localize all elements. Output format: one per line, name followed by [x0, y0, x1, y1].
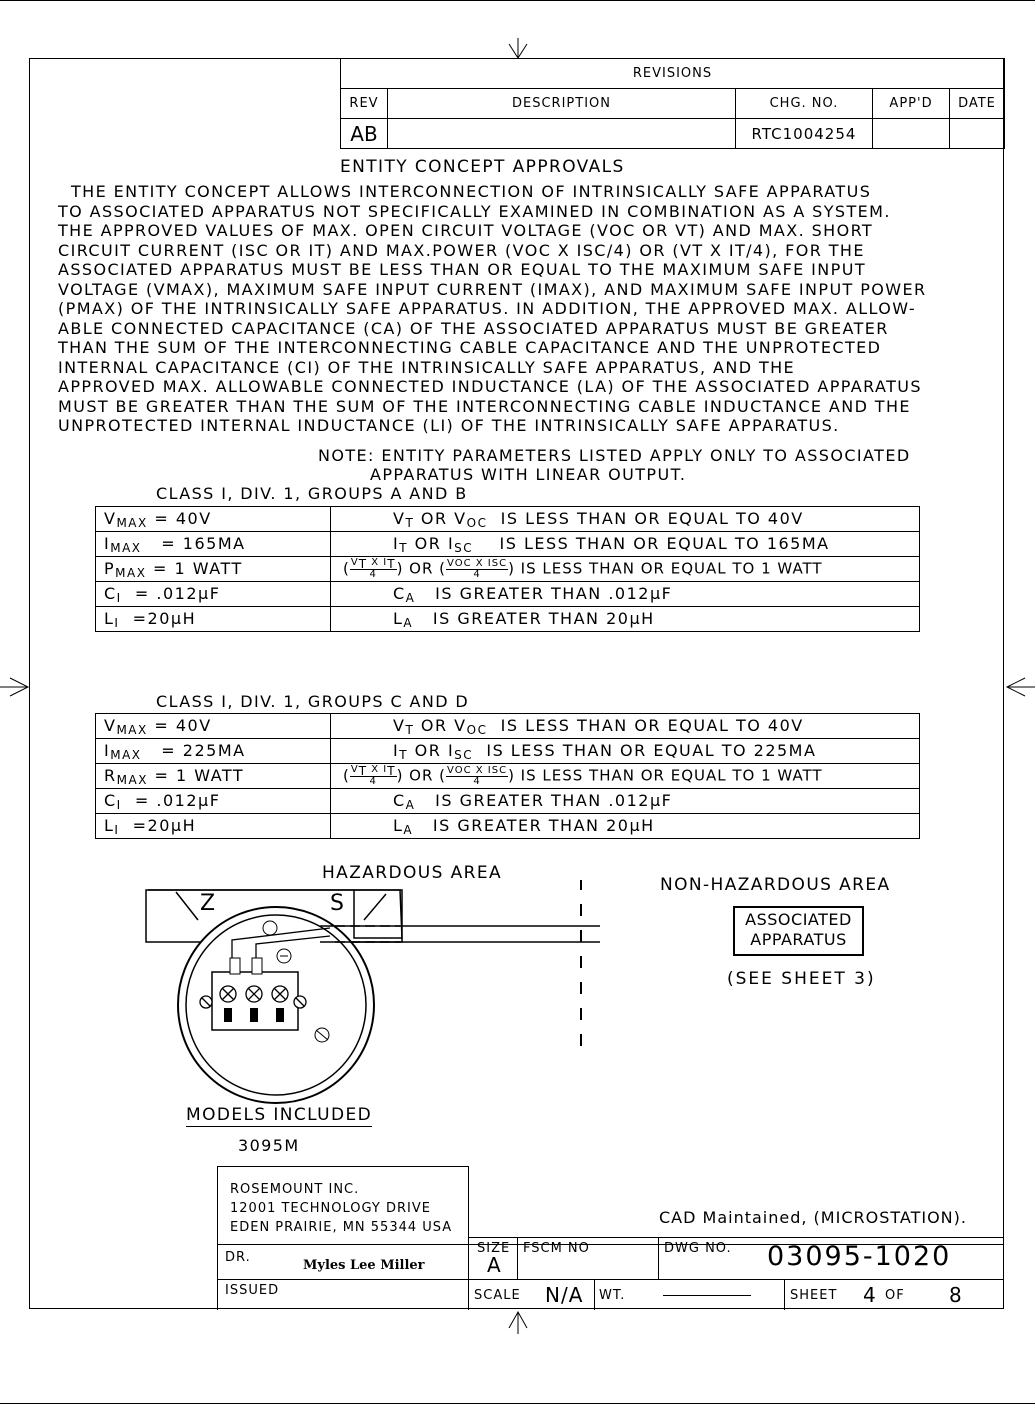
paragraph-line: MUST BE GREATER THAN THE SUM OF THE INTERCONNECTING CABLE INDUCTANCE AND THE [58, 396, 911, 416]
ci-value: = .012µF [134, 583, 221, 603]
paragraph-line: THE APPROVED VALUES OF MAX. OPEN CIRCUIT VOLTAGE (VOC OR VT) AND MAX. SHORT [58, 221, 874, 240]
dwg-number: 03095-1020 [767, 1241, 952, 1272]
li-value: =20µH [132, 608, 197, 628]
table-row: $R_{MAX} = 1$ WATT ( $\frac{V_T X I_T}{4}$ ) OR ( $\frac{\text{VOC X ISC}}{4}$ ) IS LESS THAN OR EQUAL TO 1 WATT [96, 764, 920, 789]
housing-s-label: S [330, 891, 344, 916]
company-address-2: EDEN PRAIRIE, MN 55344 USA [230, 1220, 453, 1235]
vmax-value: = 40V [154, 715, 212, 735]
paragraph-line: INTERNAL CAPACITANCE (CI) OF THE INTRINSICALLY SAFE APPARATUS, AND THE [58, 357, 796, 377]
pmax-value: = 1 WATT [153, 558, 243, 578]
pmax-description: ) IS LESS THAN OR EQUAL TO 1 WATT [508, 766, 823, 785]
scale-value: N/A [545, 1283, 584, 1307]
wt-label: WT. [599, 1288, 626, 1303]
li-description: IS GREATER THAN 20µH [432, 608, 655, 628]
imax-value: = 225MA [161, 740, 246, 760]
center-marker-top-icon [506, 38, 530, 60]
table-row: $L_I =20\mu H$ $L_A$ IS GREATER THAN 20µH [96, 814, 920, 839]
chg-no-header: CHG. NO. [736, 89, 873, 119]
description-value [388, 119, 736, 149]
bottom-border-line [0, 1403, 1035, 1404]
ci-description: IS GREATER THAN .012µF [435, 790, 673, 810]
sheet-total: 8 [949, 1283, 962, 1307]
chg-no-value: RTC1004254 [736, 119, 873, 149]
entity-paragraph [58, 182, 927, 436]
paragraph-line: APPROVED MAX. ALLOWABLE CONNECTED INDUCTANCE (LA) OF THE ASSOCIATED APPARATUS [58, 377, 922, 396]
center-marker-bottom-icon [506, 1310, 530, 1336]
table-row: $I_{MAX}$ = 165MA $I_T$ OR $I_{SC}$ IS LESS THAN OR EQUAL TO 165MA [96, 532, 920, 557]
center-marker-left-icon [0, 675, 30, 699]
imax-description: IS LESS THAN OR EQUAL TO 225MA [486, 740, 817, 760]
fscm-label: FSCM NO [523, 1241, 590, 1256]
table-row: $V_{MAX} = 40V$ $V_T$ OR $V_{OC}$ IS LESS THAN OR EQUAL TO 40V [96, 714, 920, 739]
li-value: =20µH [132, 815, 197, 835]
pmax-value: = 1 WATT [154, 765, 245, 785]
associated-label: ASSOCIATED [745, 910, 852, 929]
models-included-title: MODELS INCLUDED [186, 1105, 373, 1125]
sheet-label: SHEET [790, 1288, 838, 1303]
paragraph-line: ASSOCIATED APPARATUS MUST BE LESS THAN OR EQUAL TO THE MAXIMUM SAFE INPUT [58, 260, 866, 279]
paragraph-line: TO ASSOCIATED APPARATUS NOT SPECIFICALLY EXAMINED IN COMBINATION AS A SYSTEM. [58, 201, 891, 221]
size-label: SIZE [477, 1241, 511, 1256]
dr-label: DR. [225, 1250, 251, 1265]
dwg-no-label: DWG NO. [664, 1241, 732, 1256]
table-row: $L_I =20\mu H$ $L_A$ IS GREATER THAN 20µH [96, 607, 920, 632]
title-block [217, 1166, 1004, 1310]
entity-table-ab [95, 506, 920, 632]
table-row: $P_{MAX} = 1$ WATT ( $\frac{V_T X I_T}{4}$ ) OR ( $\frac{\text{VOC X ISC}}{4}$ ) IS LESS THAN OR EQUAL TO 1 WATT [96, 557, 920, 582]
pmax-description: ) IS LESS THAN OR EQUAL TO 1 WATT [508, 559, 823, 578]
vmax-description: IS LESS THAN OR EQUAL TO 40V [500, 508, 804, 528]
rev-header: REV [341, 89, 388, 119]
entity-title: ENTITY CONCEPT APPROVALS [340, 157, 625, 177]
ci-description: IS GREATER THAN .012µF [435, 583, 673, 603]
apparatus-label: APPARATUS [750, 929, 847, 949]
table-row: $V_{MAX} = 40V$ $V_T$ OR $V_{OC}$ IS LESS THAN OR EQUAL TO 40V [96, 507, 920, 532]
description-header: DESCRIPTION [388, 89, 736, 119]
appd-value [873, 119, 950, 149]
table-row: $C_I = .012\mu F$ $C_A$ IS GREATER THAN .012µF [96, 582, 920, 607]
top-border-line [0, 0, 1035, 1]
of-label: OF [885, 1288, 905, 1303]
revisions-title: REVISIONS [341, 59, 1005, 89]
groups-ab-heading: CLASS I, DIV. 1, GROUPS A AND B [156, 484, 468, 503]
ci-value: = .012µF [134, 790, 221, 810]
paragraph-line: (PMAX) OF THE INTRINSICALLY SAFE APPARATUS. IN ADDITION, THE APPROVED MAX. ALLOW- [58, 299, 917, 318]
model-number: 3095M [238, 1136, 300, 1155]
vmax-description: IS LESS THAN OR EQUAL TO 40V [500, 715, 804, 735]
company-name: ROSEMOUNT INC. [230, 1182, 360, 1197]
rev-value: AB [341, 119, 388, 149]
sheet-number: 4 [863, 1283, 876, 1307]
housing-z-label: Z [200, 891, 216, 916]
revisions-table [340, 58, 1005, 149]
size-value: A [487, 1253, 501, 1277]
table-row: $I_{MAX}$ = 225MA $I_T$ OR $I_{SC}$ IS LESS THAN OR EQUAL TO 225MA [96, 739, 920, 764]
groups-cd-heading: CLASS I, DIV. 1, GROUPS C AND D [156, 692, 470, 711]
date-value [950, 119, 1005, 149]
appd-header: APP'D [873, 89, 950, 119]
associated-apparatus-box [733, 906, 864, 956]
paragraph-line: VOLTAGE (VMAX), MAXIMUM SAFE INPUT CURRENT (IMAX), AND MAXIMUM SAFE INPUT POWER [58, 279, 927, 299]
note-line-1: NOTE: ENTITY PARAMETERS LISTED APPLY ONLY TO ASSOCIATED [318, 446, 911, 465]
cad-note: CAD Maintained, (MICROSTATION). [659, 1208, 967, 1227]
date-header: DATE [950, 89, 1005, 119]
issued-label: ISSUED [225, 1283, 280, 1298]
note-line-2: APPARATUS WITH LINEAR OUTPUT. [370, 465, 687, 484]
center-marker-right-icon [1005, 675, 1035, 699]
entity-table-cd [95, 713, 920, 839]
non-hazardous-area-label: NON-HAZARDOUS AREA [660, 875, 891, 895]
table-row: $C_I = .012\mu F$ $C_A$ IS GREATER THAN .012µF [96, 789, 920, 814]
paragraph-line: THAN THE SUM OF THE INTERCONNECTING CABLE CAPACITANCE AND THE UNPROTECTED [58, 338, 882, 357]
see-sheet-label: (SEE SHEET 3) [727, 969, 876, 989]
hazardous-area-label: HAZARDOUS AREA [322, 863, 503, 883]
imax-value: = 165MA [161, 533, 246, 553]
paragraph-line: CIRCUIT CURRENT (ISC OR IT) AND MAX.POWER (VOC X ISC/4) OR (VT X IT/4), FOR THE [58, 240, 865, 260]
drawn-by-signature: Myles Lee Miller [303, 1258, 425, 1273]
paragraph-line: UNPROTECTED INTERNAL INDUCTANCE (LI) OF THE INTRINSICALLY SAFE APPARATUS. [58, 416, 840, 435]
company-address-1: 12001 TECHNOLOGY DRIVE [230, 1201, 431, 1216]
paragraph-line: THE ENTITY CONCEPT ALLOWS INTERCONNECTION OF INTRINSICALLY SAFE APPARATUS [58, 182, 872, 201]
paragraph-line: ABLE CONNECTED CAPACITANCE (CA) OF THE ASSOCIATED APPARATUS MUST BE GREATER [58, 318, 889, 338]
li-description: IS GREATER THAN 20µH [432, 815, 655, 835]
scale-label: SCALE [474, 1288, 521, 1303]
vmax-value: = 40V [154, 508, 212, 528]
imax-description: IS LESS THAN OR EQUAL TO 165MA [499, 533, 830, 553]
